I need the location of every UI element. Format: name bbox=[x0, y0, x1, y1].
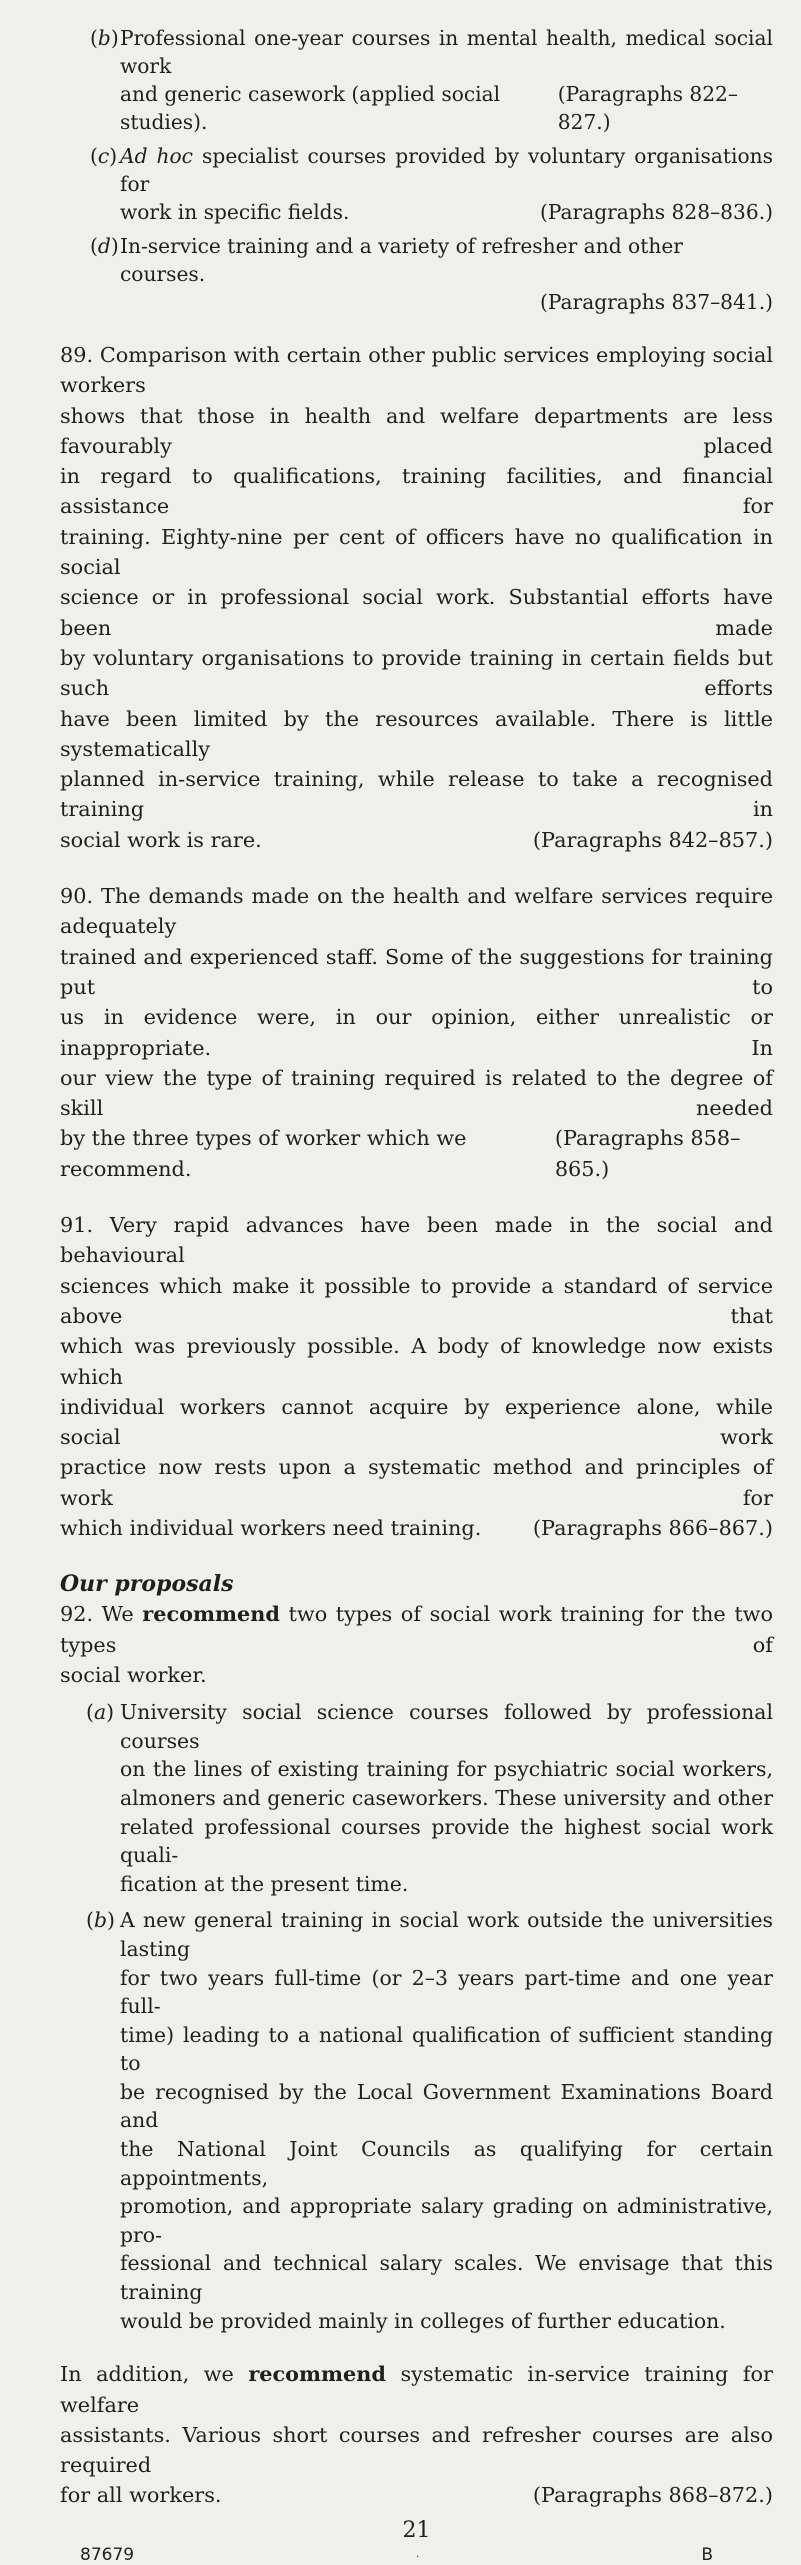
text-line: shows that those in health and welfare departments are less favourably placed bbox=[60, 403, 773, 458]
text-fragment: social work is rare. bbox=[60, 827, 262, 852]
text-line: 90. The demands made on the health and welfare services require adequately bbox=[60, 884, 773, 939]
paragraph-reference: (Paragraphs 866–867.) bbox=[532, 1515, 773, 1540]
text-line-with-ref bbox=[60, 2480, 773, 2510]
paragraph-91 bbox=[60, 1210, 773, 1543]
signature-mark: B bbox=[701, 2544, 713, 2565]
text-line: Professional one-year courses in mental health, medical social work bbox=[120, 26, 773, 78]
text-line: practice now rests upon a systematic method and principles of work for bbox=[60, 1455, 773, 1510]
text-line: related professional courses provide the highest social work quali- bbox=[120, 1814, 773, 1868]
paragraph-89 bbox=[60, 340, 773, 855]
text-line: In addition, we recommend systematic in-service training for welfare bbox=[60, 2361, 773, 2417]
list-item-d bbox=[90, 232, 773, 316]
text-line: which was previously possible. A body of knowledge now exists which bbox=[60, 1334, 773, 1389]
text-line: our view the type of training required is related to the degree of skill needed bbox=[60, 1065, 773, 1121]
text-line: In-service training and a variety of refresher and other courses. bbox=[120, 234, 683, 286]
text-line: the National Joint Councils as qualifying for certain appointments, bbox=[120, 2137, 773, 2190]
text-line: have been limited by the resources available. There is little systematically bbox=[60, 706, 773, 761]
text-line: social worker. bbox=[60, 1662, 207, 1687]
italic-phrase: Ad hoc bbox=[120, 144, 193, 168]
list-label: (a) bbox=[86, 1700, 115, 1725]
text-line: planned in-service training, while release to take a recognised training in bbox=[60, 767, 773, 822]
text-fragment: which individual workers need training. bbox=[60, 1515, 482, 1540]
text-line-with-ref bbox=[120, 198, 773, 226]
list-label: (b) bbox=[90, 26, 119, 50]
emphasis-recommend: recommend bbox=[248, 2361, 386, 2387]
text-line: on the lines of existing training for psychiatric social workers, bbox=[120, 1757, 773, 1782]
list-label: (c) bbox=[90, 144, 118, 168]
text-line: Ad hoc specialist courses provided by voluntary organisations for bbox=[120, 144, 773, 196]
text-line: individual workers cannot acquire by experience alone, while social work bbox=[60, 1394, 773, 1450]
text-line: almoners and generic caseworkers. These university and other bbox=[120, 1785, 773, 1810]
paragraph-reference: (Paragraphs 822–827.) bbox=[557, 82, 738, 134]
emphasis-recommend: recommend bbox=[142, 1601, 280, 1627]
page-footer bbox=[60, 2545, 773, 2565]
paragraph-reference: (Paragraphs 858–865.) bbox=[554, 1126, 741, 1181]
text-line: promotion, and appropriate salary grading on administrative, pro- bbox=[120, 2194, 773, 2247]
section-heading: Our proposals bbox=[60, 1571, 234, 1598]
text-line-with-ref bbox=[60, 1123, 773, 1184]
paragraph-reference: (Paragraphs 868–872.) bbox=[532, 2483, 773, 2508]
list-item-a bbox=[86, 1698, 773, 1898]
text-fragment: by the three types of worker which we recommend. bbox=[60, 1126, 467, 1181]
list-item-b bbox=[90, 24, 773, 136]
print-code: 87679 bbox=[80, 2544, 135, 2565]
text-fragment: and generic casework (applied social studies). bbox=[120, 82, 501, 134]
page-number: 21 bbox=[402, 2517, 431, 2543]
list-item-b2 bbox=[86, 1906, 773, 2335]
text-line: University social science courses followed by professional courses bbox=[120, 1700, 773, 1753]
paragraph-reference: (Paragraphs 837–841.) bbox=[539, 290, 773, 314]
text-line: 92. We recommend two types of social work training for the two types of bbox=[60, 1601, 774, 1657]
text-line-with-ref bbox=[60, 825, 773, 855]
text-line: in regard to qualifications, training facilities, and financial assistance for bbox=[60, 464, 773, 519]
text-line: would be provided mainly in colleges of further education. bbox=[120, 2308, 726, 2333]
text-line: by voluntary organisations to provide training in certain fields but such efforts bbox=[60, 645, 773, 701]
text-line: for two years full-time (or 2–3 years part-time and one year full- bbox=[120, 1965, 773, 2019]
list-label: (d) bbox=[90, 234, 119, 258]
paragraph-reference: (Paragraphs 828–836.) bbox=[539, 200, 773, 224]
text-line: us in evidence were, in our opinion, either unrealistic or inappropriate. In bbox=[60, 1005, 773, 1060]
text-line: assistants. Various short courses and refresher courses are also required bbox=[60, 2422, 773, 2478]
text-line: be recognised by the Local Government Examinations Board and bbox=[120, 2079, 773, 2133]
text-line-with-ref bbox=[60, 1513, 773, 1543]
paragraph-92 bbox=[60, 1599, 773, 1690]
text-line: fessional and technical salary scales. We envisage that this training bbox=[120, 2251, 773, 2305]
text-line: training. Eighty-nine per cent of officers have no qualification in social bbox=[60, 524, 773, 580]
text-fragment: for all workers. bbox=[60, 2483, 222, 2508]
text-line: sciences which make it possible to provide a standard of service above that bbox=[60, 1273, 773, 1328]
list-item-c bbox=[90, 142, 773, 226]
text-line: trained and experienced staff. Some of the suggestions for training put to bbox=[60, 944, 773, 999]
text-line: 89. Comparison with certain other public services employing social workers bbox=[60, 343, 773, 398]
paragraph-reference: (Paragraphs 842–857.) bbox=[532, 827, 773, 852]
list-label: (b) bbox=[86, 1908, 115, 1933]
text-line: fication at the present time. bbox=[120, 1871, 409, 1896]
text-line: time) leading to a national qualification of sufficient standing to bbox=[120, 2022, 773, 2076]
text-line: 91. Very rapid advances have been made in the social and behavioural bbox=[60, 1213, 773, 1268]
text-fragment: work in specific fields. bbox=[120, 200, 350, 224]
text-line-with-ref bbox=[120, 80, 773, 136]
footer-dot: . bbox=[416, 2548, 420, 2560]
text-line: A new general training in social work outside the universities lasting bbox=[120, 1908, 773, 1961]
text-line: science or in professional social work. Substantial efforts have been made bbox=[60, 585, 773, 640]
paragraph-90 bbox=[60, 881, 773, 1184]
paragraph-in-addition bbox=[60, 2359, 773, 2510]
